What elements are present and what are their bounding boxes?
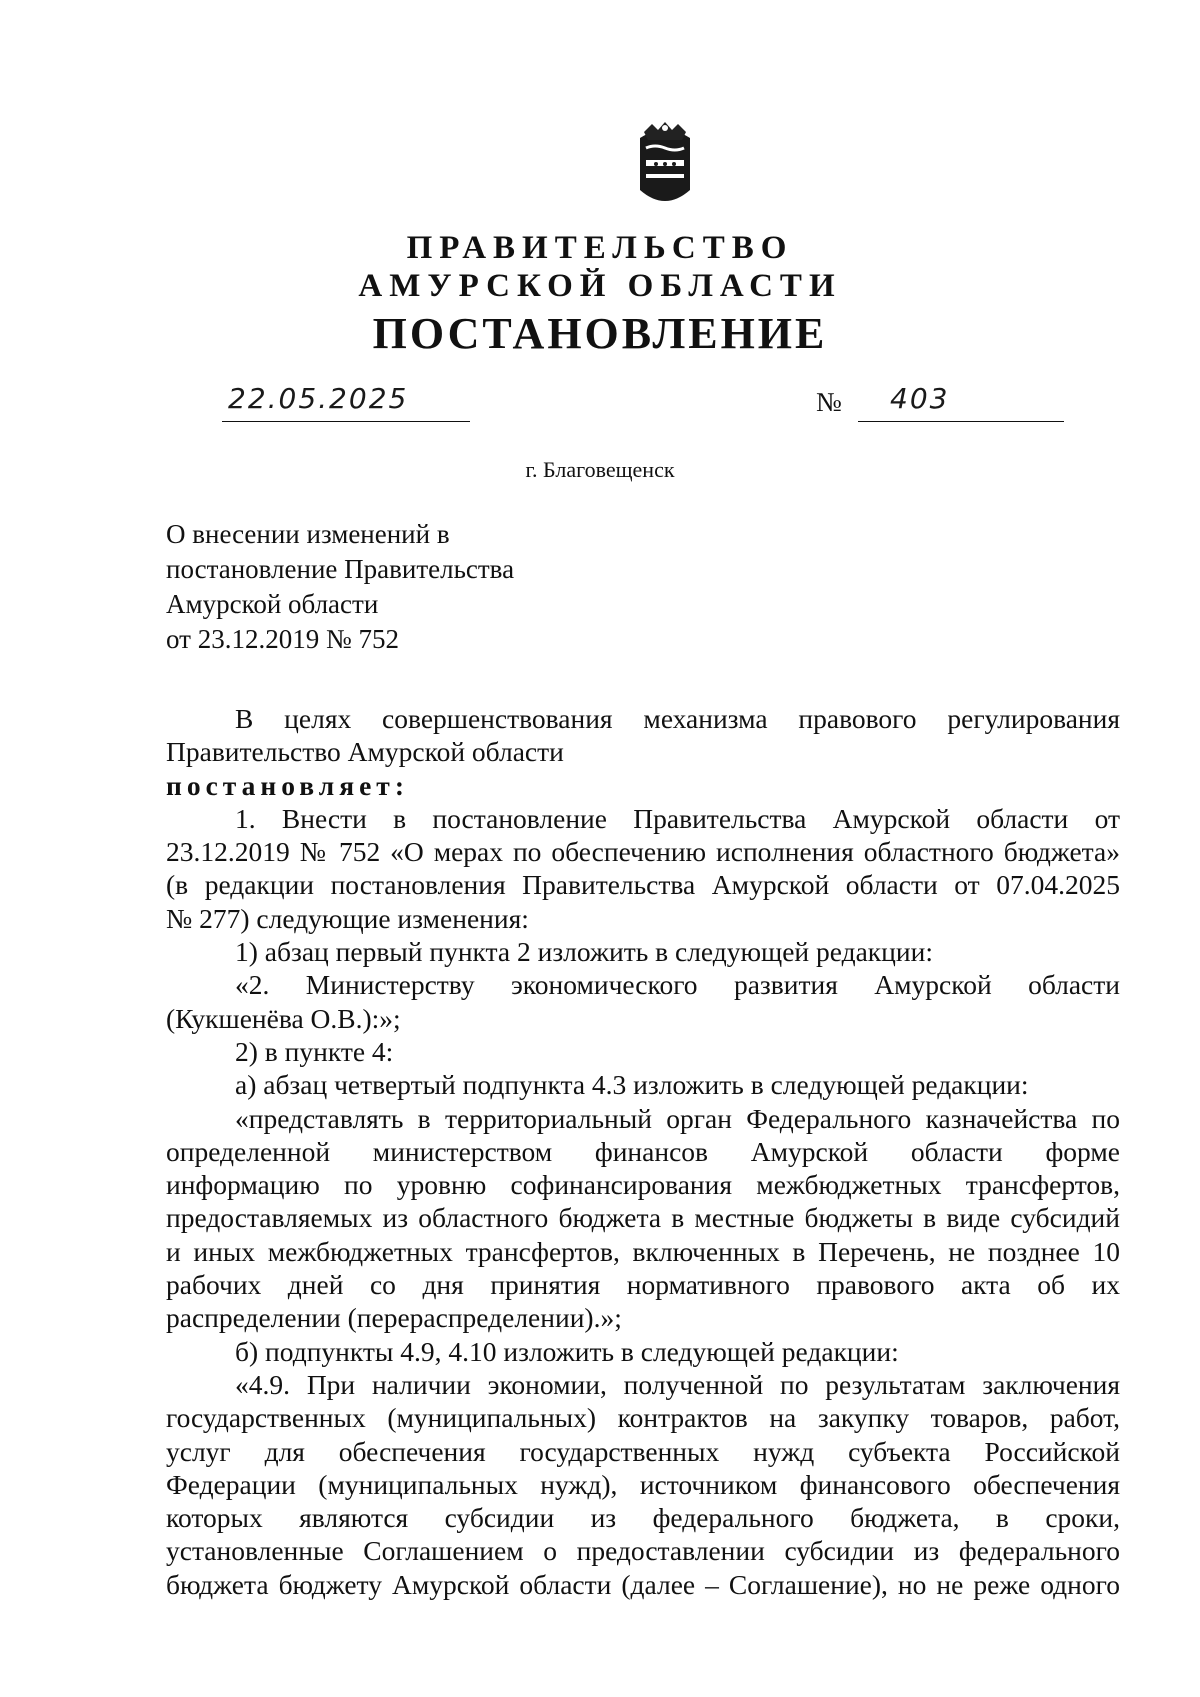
body-line: предоставляемых из областного бюджета в местные бюджеты в виде субсидий <box>166 1202 1120 1234</box>
body-line: «4.9. При наличии экономии, полученной по результатам заключения <box>235 1368 1120 1400</box>
body-line: № 277) следующие изменения: <box>166 902 529 934</box>
subject-block <box>166 517 766 657</box>
body-line: б) подпункты 4.9, 4.10 изложить в следующей редакции: <box>235 1335 899 1367</box>
organization-name-line1: ПРАВИТЕЛЬСТВО <box>406 230 794 266</box>
subject-line: Амурской области <box>166 589 379 619</box>
coat-of-arms-emblem <box>630 120 700 212</box>
body-line: Федерации (муниципальных нужд), источником финансового обеспечения <box>166 1468 1120 1500</box>
body-line: рабочих дней со дня принятия нормативного правового акта об их <box>166 1269 1120 1301</box>
number-sign: № <box>816 387 842 417</box>
body-line: определенной министерством финансов Амурской области форме <box>166 1135 1120 1167</box>
body-line: государственных (муниципальных) контрактов на закупку товаров, работ, <box>166 1402 1120 1434</box>
handwritten-date: 22.05.2025 <box>228 382 409 415</box>
body-line: Правительство Амурской области <box>166 736 564 768</box>
body-line: «2. Министерству экономического развития Амурской области <box>235 969 1120 1001</box>
body-line: а) абзац четвертый подпункта 4.3 изложить в следующей редакции: <box>235 1069 1029 1101</box>
handwritten-number: 403 <box>890 382 950 415</box>
body-line: 1. Внести в постановление Правительства Амурской области от <box>235 802 1120 834</box>
document-type-title: ПОСТАНОВЛЕНИЕ <box>372 309 828 358</box>
body-line: 1) абзац первый пункта 2 изложить в следующей редакции: <box>235 936 933 968</box>
body-line: 2) в пункте 4: <box>235 1035 394 1067</box>
body-line: 23.12.2019 № 752 «О мерах по обеспечению исполнения областного бюджета» <box>166 836 1120 868</box>
subject-line: от 23.12.2019 № 752 <box>166 624 399 654</box>
resolution-keyword: постановляет: <box>166 769 409 801</box>
body-line: установленные Соглашением о предоставлении субсидии из федерального <box>166 1535 1120 1567</box>
body-line: информацию по уровню софинансирования межбюджетных трансфертов, <box>166 1169 1120 1201</box>
body-line: (в редакции постановления Правительства Амурской области от 07.04.2025 <box>166 869 1120 901</box>
subject-line: О внесении изменений в <box>166 519 450 549</box>
body-line: и иных межбюджетных трансфертов, включенных в Перечень, не позднее 10 <box>166 1235 1120 1267</box>
document-body <box>166 702 1120 1601</box>
city-name: г. Благовещенск <box>525 457 675 482</box>
number-field <box>858 382 1064 422</box>
body-line: В целях совершенствования механизма правового регулирования <box>235 703 1120 734</box>
body-line: (Кукшенёва О.В.):»; <box>166 1002 401 1034</box>
body-line: распределении (перераспределении).»; <box>166 1302 622 1334</box>
body-line: бюджета бюджету Амурской области (далее – Соглашение), но не реже одного <box>166 1568 1120 1600</box>
body-line: которых являются субсидии из федерального бюджета, в сроки, <box>166 1502 1120 1534</box>
body-line: услуг для обеспечения государственных нужд субъекта Российской <box>166 1435 1120 1467</box>
subject-line: постановление Правительства <box>166 554 515 584</box>
date-field <box>222 382 470 422</box>
organization-name-line2: АМУРСКОЙ ОБЛАСТИ <box>358 268 842 304</box>
body-line: «представлять в территориальный орган Федерального казначейства по <box>235 1102 1120 1134</box>
